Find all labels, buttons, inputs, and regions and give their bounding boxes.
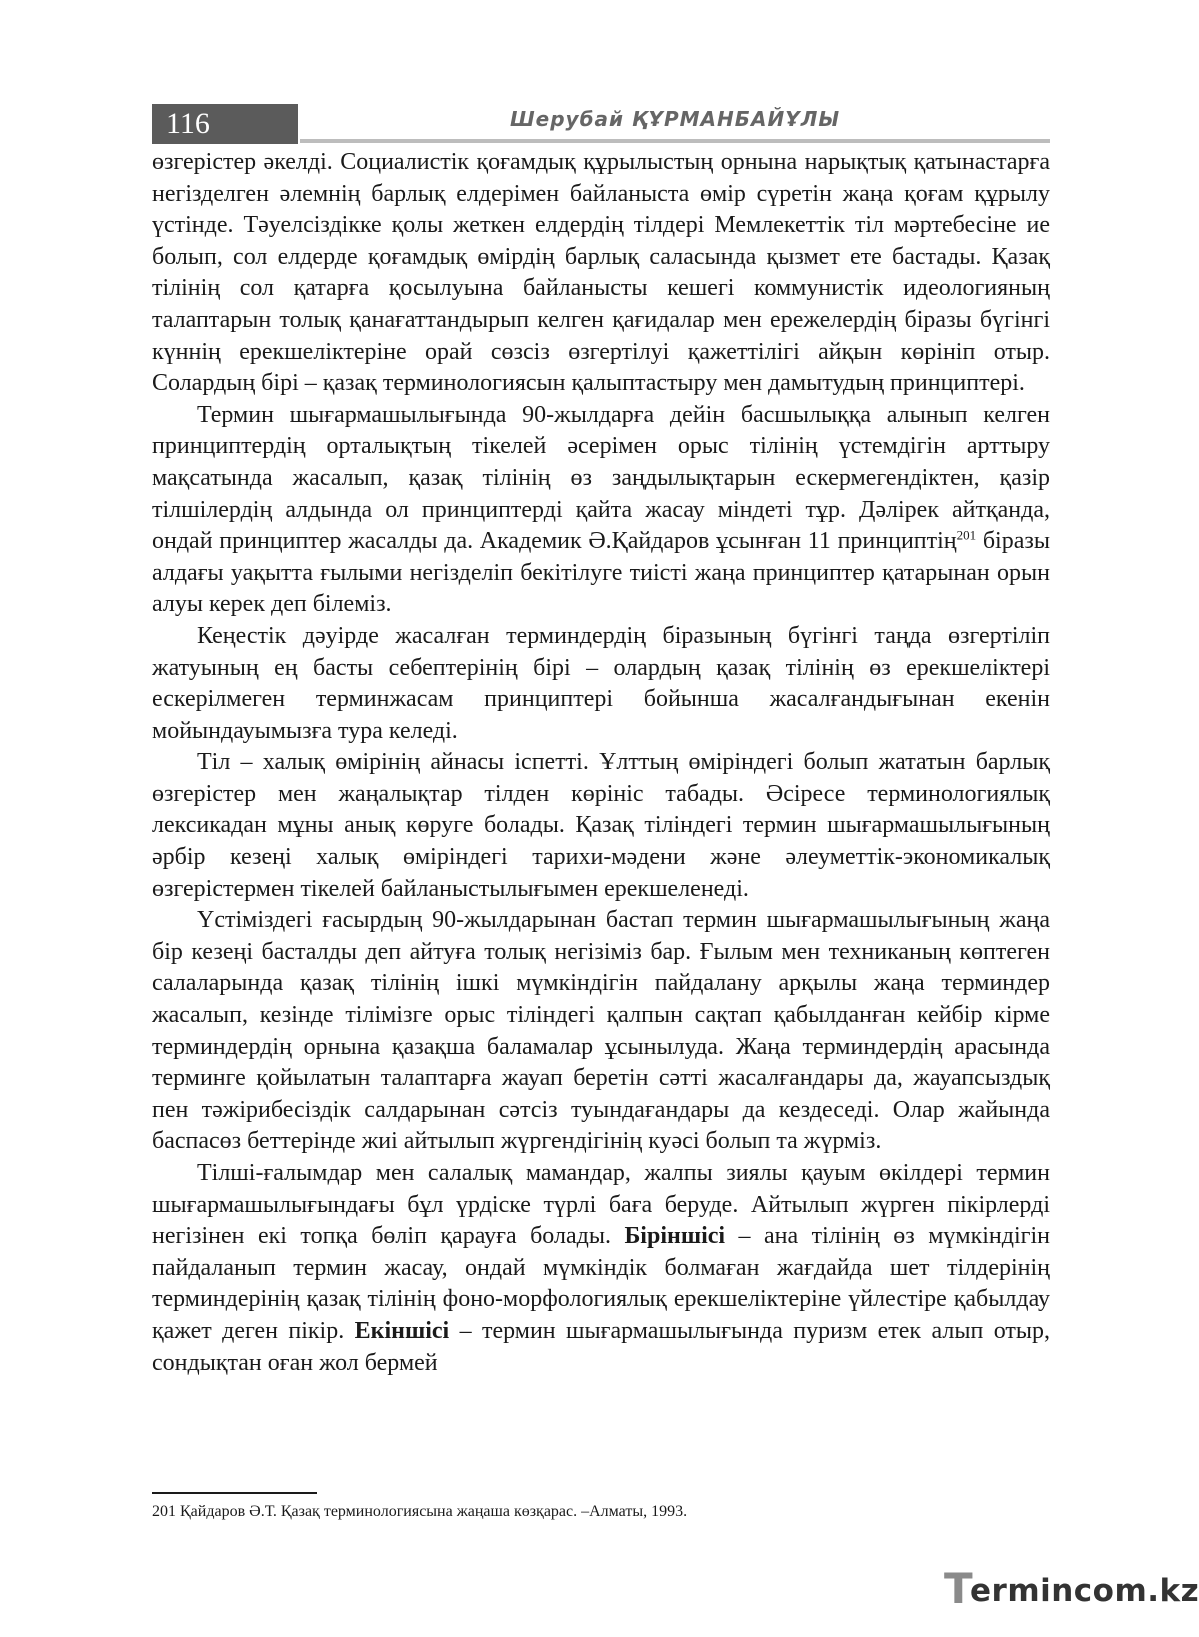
paragraph-4 xyxy=(152,747,1050,905)
footnote-rule xyxy=(152,1492,317,1494)
footnote-ref[interactable]: 201 xyxy=(956,527,977,543)
paragraph-6-bold-first: Біріншісі xyxy=(624,1223,726,1250)
author-name: Шерубай ҚҰРМАНБАЙҰЛЫ xyxy=(509,107,841,131)
paragraph-4-text: Тіл – халық өмірінің айнасы іспетті. Ұлттың өміріндегі болып жататын барлық өзгерістер мен жаңалықтар тілден көрініс табады. Әсіресе терминологиялық лексикадан мұны анық көруге болады. Қазақ тіліндегі термин шығармашылығының әрбір кезеңі халық өміріндегі тарихи-мәдени және әлеуметтік-экономикалық өзгерістермен тікелей байланыстылығымен ерекшеленеді. xyxy=(152,749,1050,902)
paragraph-2-text-a: Термин шығармашылығында 90-жылдарға дейін басшылыққа алынып келген принциптердің орталықтың тікелей әсерімен орыс тілінің үстемдігін арттыру мақсатында жасалып, қазақ тілінің өз заңдылықтарын ескермегендіктен, қазір тілшілердің алдында ол принциптерді қайта жасау міндеті тұр. Дәлірек айтқанда, ондай принциптер жасалды да. Академик Ә.Қайдаров ұсынған 11 принциптің xyxy=(152,401,1050,555)
paragraph-6-bold-second: Екіншісі xyxy=(354,1317,450,1344)
paragraph-6-text-a: Тілші-ғалымдар мен салалық мамандар, жалпы зиялы қауым өкілдері термин шығармашылығындағы бұл үрдіске түрлі баға беруде. Айтылып жүрген пікірлерді негізінен екі топқа бөліп қарауға болады. xyxy=(152,1160,1050,1250)
paragraph-6 xyxy=(152,1158,1050,1379)
footnote: 201 Қайдаров Ә.Т. Қазақ терминологиясына жаңаша көзқарас. –Алматы, 1993. xyxy=(152,1503,688,1520)
paragraph-1 xyxy=(152,147,1050,400)
watermark-text: ermincom.kz xyxy=(970,1573,1199,1609)
paragraph-5 xyxy=(152,905,1050,1158)
paragraph-2 xyxy=(152,400,1050,621)
running-header xyxy=(152,104,1050,144)
paragraph-2-text-b: біразы алдағы уақытта ғылыми негізделіп бекітілуге тиісті жаңа принциптер қатарынан орын алуы керек деп білеміз. xyxy=(152,528,1050,618)
page-number: 116 xyxy=(152,104,298,144)
header-rule xyxy=(300,139,1050,143)
watermark-logo xyxy=(944,1564,1199,1613)
paragraph-3 xyxy=(152,621,1050,747)
watermark-letter: T xyxy=(944,1564,973,1613)
paragraph-5-text: Үстіміздегі ғасырдың 90-жылдарынан бастап термин шығармашылығының жаңа бір кезеңі басталды деп айтуға толық негізіміз бар. Ғылым мен техниканың көптеген салаларында қазақ тілінің ішкі мүмкіндігін пайдалану арқылы жаңа терминдер жасалып, кезінде тілімізге орыс тіліндегі қалпын сақтап қабылданған кейбір кірме терминдердің орнына қазақша баламалар ұсынылуда. Жаңа терминдердің арасында терминге қойылатын талаптарға жауап беретін сәтті жасалғандары да, жауапсыздық пен тәжірибесіздік салдарынан сәтсіз туындағандары да кездеседі. Олар жайында баспасөз беттерінде жиі айтылып жүргендігінің куәсі болып та жүрміз. xyxy=(152,907,1050,1155)
paragraph-1-text: өзгерістер әкелді. Социалистік қоғамдық құрылыстың орнына нарықтық қатынастарға негізделген әлемнің барлық елдерімен байланыста өмір сүретін жаңа қоғам құрылу үстінде. Тәуелсіздікке қолы жеткен елдердің тілдері Мемлекеттік тіл мәртебесіне ие болып, сол елдерде қоғамдық өмірдің барлық саласында қызмет ете бастады. Қазақ тілінің сол қатарға қосылуына байланысты кешегі коммунистік идеологияның талаптарын толық қанағаттандырып келген қағидалар мен ережелердің біразы бүгінгі күннің ерекшеліктеріне орай сөзсіз өзгертілуі қажеттілігі айқын көрініп отыр. Солардың бірі – қазақ терминологиясын қалыптастыру мен дамытудың принциптері. xyxy=(152,149,1050,397)
paragraph-6-text-b: – ана тілінің өз мүмкіндігін пайдаланып термин жасау, ондай мүмкіндік болмаған жағдайда шет тілдерінің терминдерінің қазақ тілінің фоно-морфологиялық ерекшеліктеріне үйлестіре қабылдау қажет деген пікір. xyxy=(152,1223,1050,1344)
paragraph-3-text: Кеңестік дәуірде жасалған терминдердің біразының бүгінгі таңда өзгертіліп жатуының ең басты себептерінің бірі – олардың қазақ тілінің өз ерекшеліктері ескерілмеген терминжасам принциптері бойынша жасалғандығынан екенін мойындауымызға тура келеді. xyxy=(152,622,1050,744)
paragraph-6-text-c: – термин шығармашылығында пуризм етек алып отыр, сондықтан оған жол бермей xyxy=(152,1317,1050,1376)
main-text xyxy=(152,147,1050,1379)
